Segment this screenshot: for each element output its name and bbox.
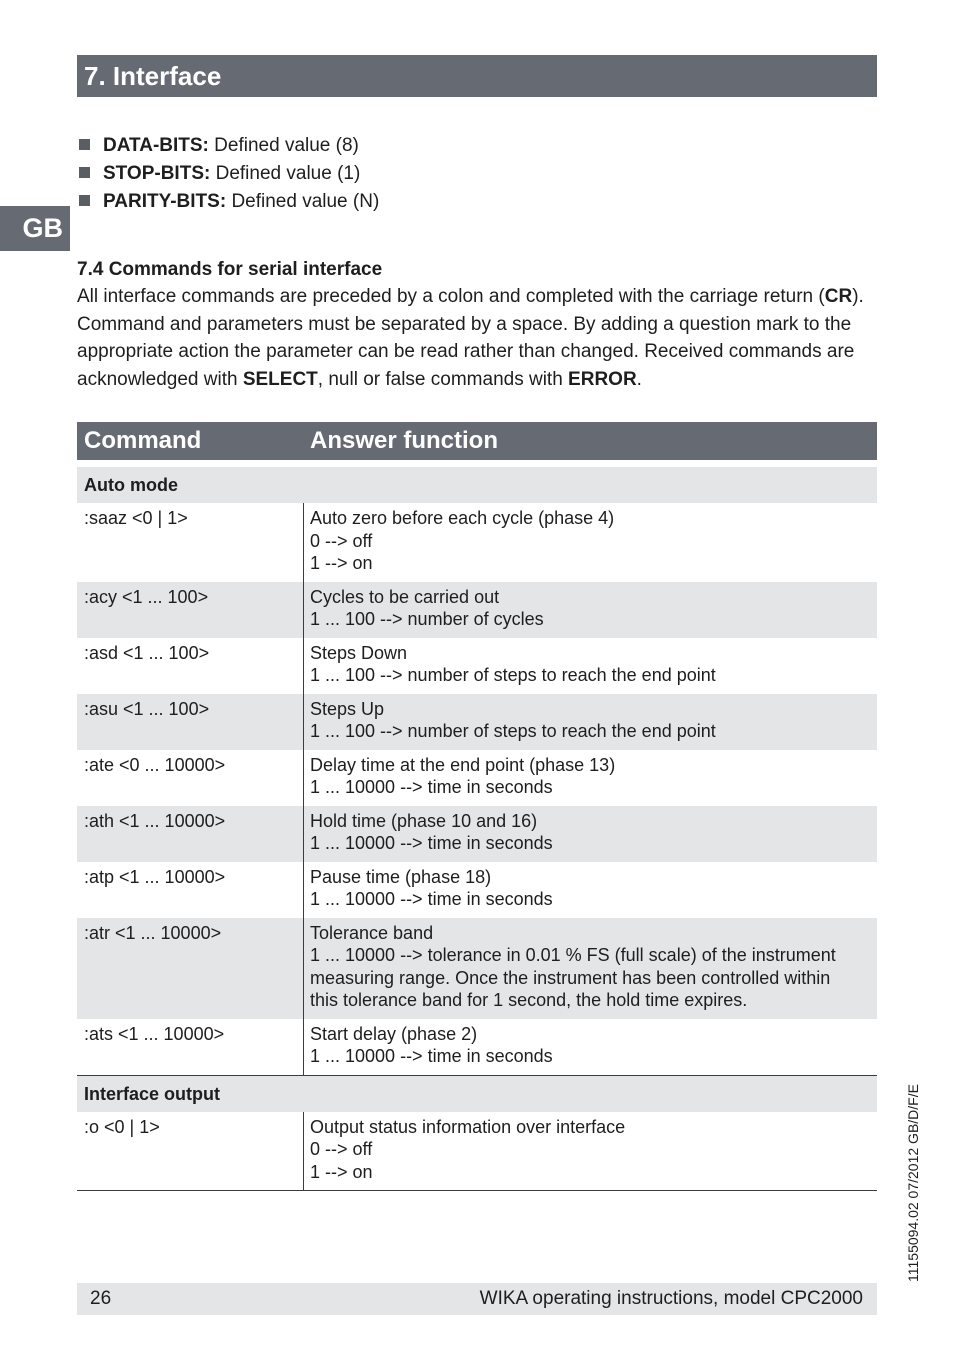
answer-line: 1 ... 10000 --> time in seconds (310, 889, 553, 909)
command-cell: :o <0 | 1> (84, 1116, 160, 1137)
command-cell: :asd <1 ... 100> (84, 642, 210, 663)
answer-cell (303, 1112, 877, 1191)
bullet-text: Defined value (8) (214, 135, 359, 156)
table-row (77, 582, 877, 638)
column-header-command: Command (84, 427, 202, 454)
table-row (77, 694, 877, 750)
command-cell: :saaz <0 | 1> (84, 508, 188, 528)
answer-line: Delay time at the end point (phase 13) (310, 754, 616, 775)
section-title: 7. Interface (84, 61, 222, 91)
section-title-bar (77, 55, 877, 97)
command-cell: :atr <1 ... 10000> (84, 922, 222, 943)
bullet-item (79, 132, 379, 160)
answer-cell (303, 918, 877, 1019)
answer-cell (303, 806, 877, 862)
answer-line: Auto zero before each cycle (phase 4) (310, 508, 615, 528)
command-cell: :ate <0 ... 10000> (84, 754, 226, 775)
answer-cell (303, 862, 877, 918)
table-row (77, 1112, 877, 1191)
answer-line: measuring range. Once the instrument has been controlled within (310, 967, 831, 988)
command-cell: :atp <1 ... 10000> (84, 866, 226, 887)
answer-line: Cycles to be carried out (310, 586, 500, 607)
group-divider (77, 1190, 877, 1191)
command-cell: :asu <1 ... 100> (84, 698, 210, 719)
answer-line: 1 --> on (310, 553, 373, 573)
answer-line: Tolerance band (310, 922, 434, 943)
command-table (77, 467, 877, 1191)
answer-line: this tolerance band for 1 second, the hold time expires. (310, 990, 748, 1010)
table-row (77, 918, 877, 1019)
answer-line: 0 --> off (310, 1139, 373, 1159)
answer-line: 1 ... 10000 --> tolerance in 0.01 % FS (full scale) of the instrument (310, 945, 836, 965)
document-code: 11155094.02 07/2012 GB/D/F/E (905, 1084, 921, 1282)
answer-line: 1 ... 100 --> number of steps to reach the end point (310, 665, 716, 685)
answer-cell (303, 638, 877, 694)
answer-line: 1 ... 10000 --> time in seconds (310, 833, 553, 853)
bullet-item (79, 188, 379, 216)
table-group-header: Auto mode (77, 467, 877, 503)
answer-line: 1 --> on (310, 1161, 373, 1182)
command-cell: :acy <1 ... 100> (84, 586, 209, 607)
answer-line: Output status information over interface (310, 1116, 626, 1137)
answer-cell (303, 1019, 877, 1075)
page-number: 26 (90, 1288, 112, 1309)
answer-cell (303, 694, 877, 750)
command-cell: :ath <1 ... 10000> (84, 810, 226, 831)
table-header (77, 422, 877, 460)
bullet-label: STOP-BITS: (103, 163, 211, 184)
answer-line: 1 ... 100 --> number of cycles (310, 609, 544, 629)
table-row (77, 638, 877, 694)
answer-line: 1 ... 10000 --> time in seconds (310, 777, 553, 797)
table-group-header: Interface output (77, 1076, 877, 1112)
answer-cell (303, 750, 877, 806)
intro-paragraph: All interface commands are preceded by a colon and completed with the carriage return (CR). Command and parameters must be separated by a space. By adding a question mark to the appropriate action the parameter can be read rather than changed. Received commands are acknowledged with SELECT, null or false commands with ERROR. (77, 286, 864, 390)
answer-line: 1 ... 100 --> number of steps to reach the end point (310, 721, 716, 741)
table-row (77, 750, 877, 806)
answer-line: 1 ... 10000 --> time in seconds (310, 1046, 553, 1066)
bullet-text: Defined value (N) (231, 191, 380, 212)
answer-line: Steps Down (310, 642, 408, 663)
table-row (77, 1019, 877, 1075)
page-footer (77, 1283, 877, 1315)
table-row (77, 806, 877, 862)
bullet-text: Defined value (1) (215, 163, 361, 184)
bullet-square-icon (79, 139, 90, 150)
answer-line: Hold time (phase 10 and 16) (310, 810, 538, 831)
answer-line: Pause time (phase 18) (310, 866, 492, 887)
answer-line: 0 --> off (310, 530, 373, 551)
column-header-answer: Answer function (310, 427, 499, 454)
bullet-item (79, 160, 379, 188)
footer-text: WIKA operating instructions, model CPC2000 (479, 1288, 863, 1309)
command-cell: :ats <1 ... 10000> (84, 1023, 225, 1044)
bullet-square-icon (79, 167, 90, 178)
bullet-square-icon (79, 195, 90, 206)
table-row (77, 862, 877, 918)
bullet-label: DATA-BITS: (103, 135, 209, 156)
bullet-list (79, 132, 379, 216)
answer-cell (303, 582, 877, 638)
bullet-label: PARITY-BITS: (103, 191, 227, 212)
answer-line: Start delay (phase 2) (310, 1023, 478, 1044)
subsection-title: 7.4 Commands for serial interface (77, 259, 383, 280)
language-tab: GB (0, 206, 70, 251)
answer-line: Steps Up (310, 698, 385, 719)
table-row (77, 503, 877, 582)
answer-cell (303, 503, 877, 582)
